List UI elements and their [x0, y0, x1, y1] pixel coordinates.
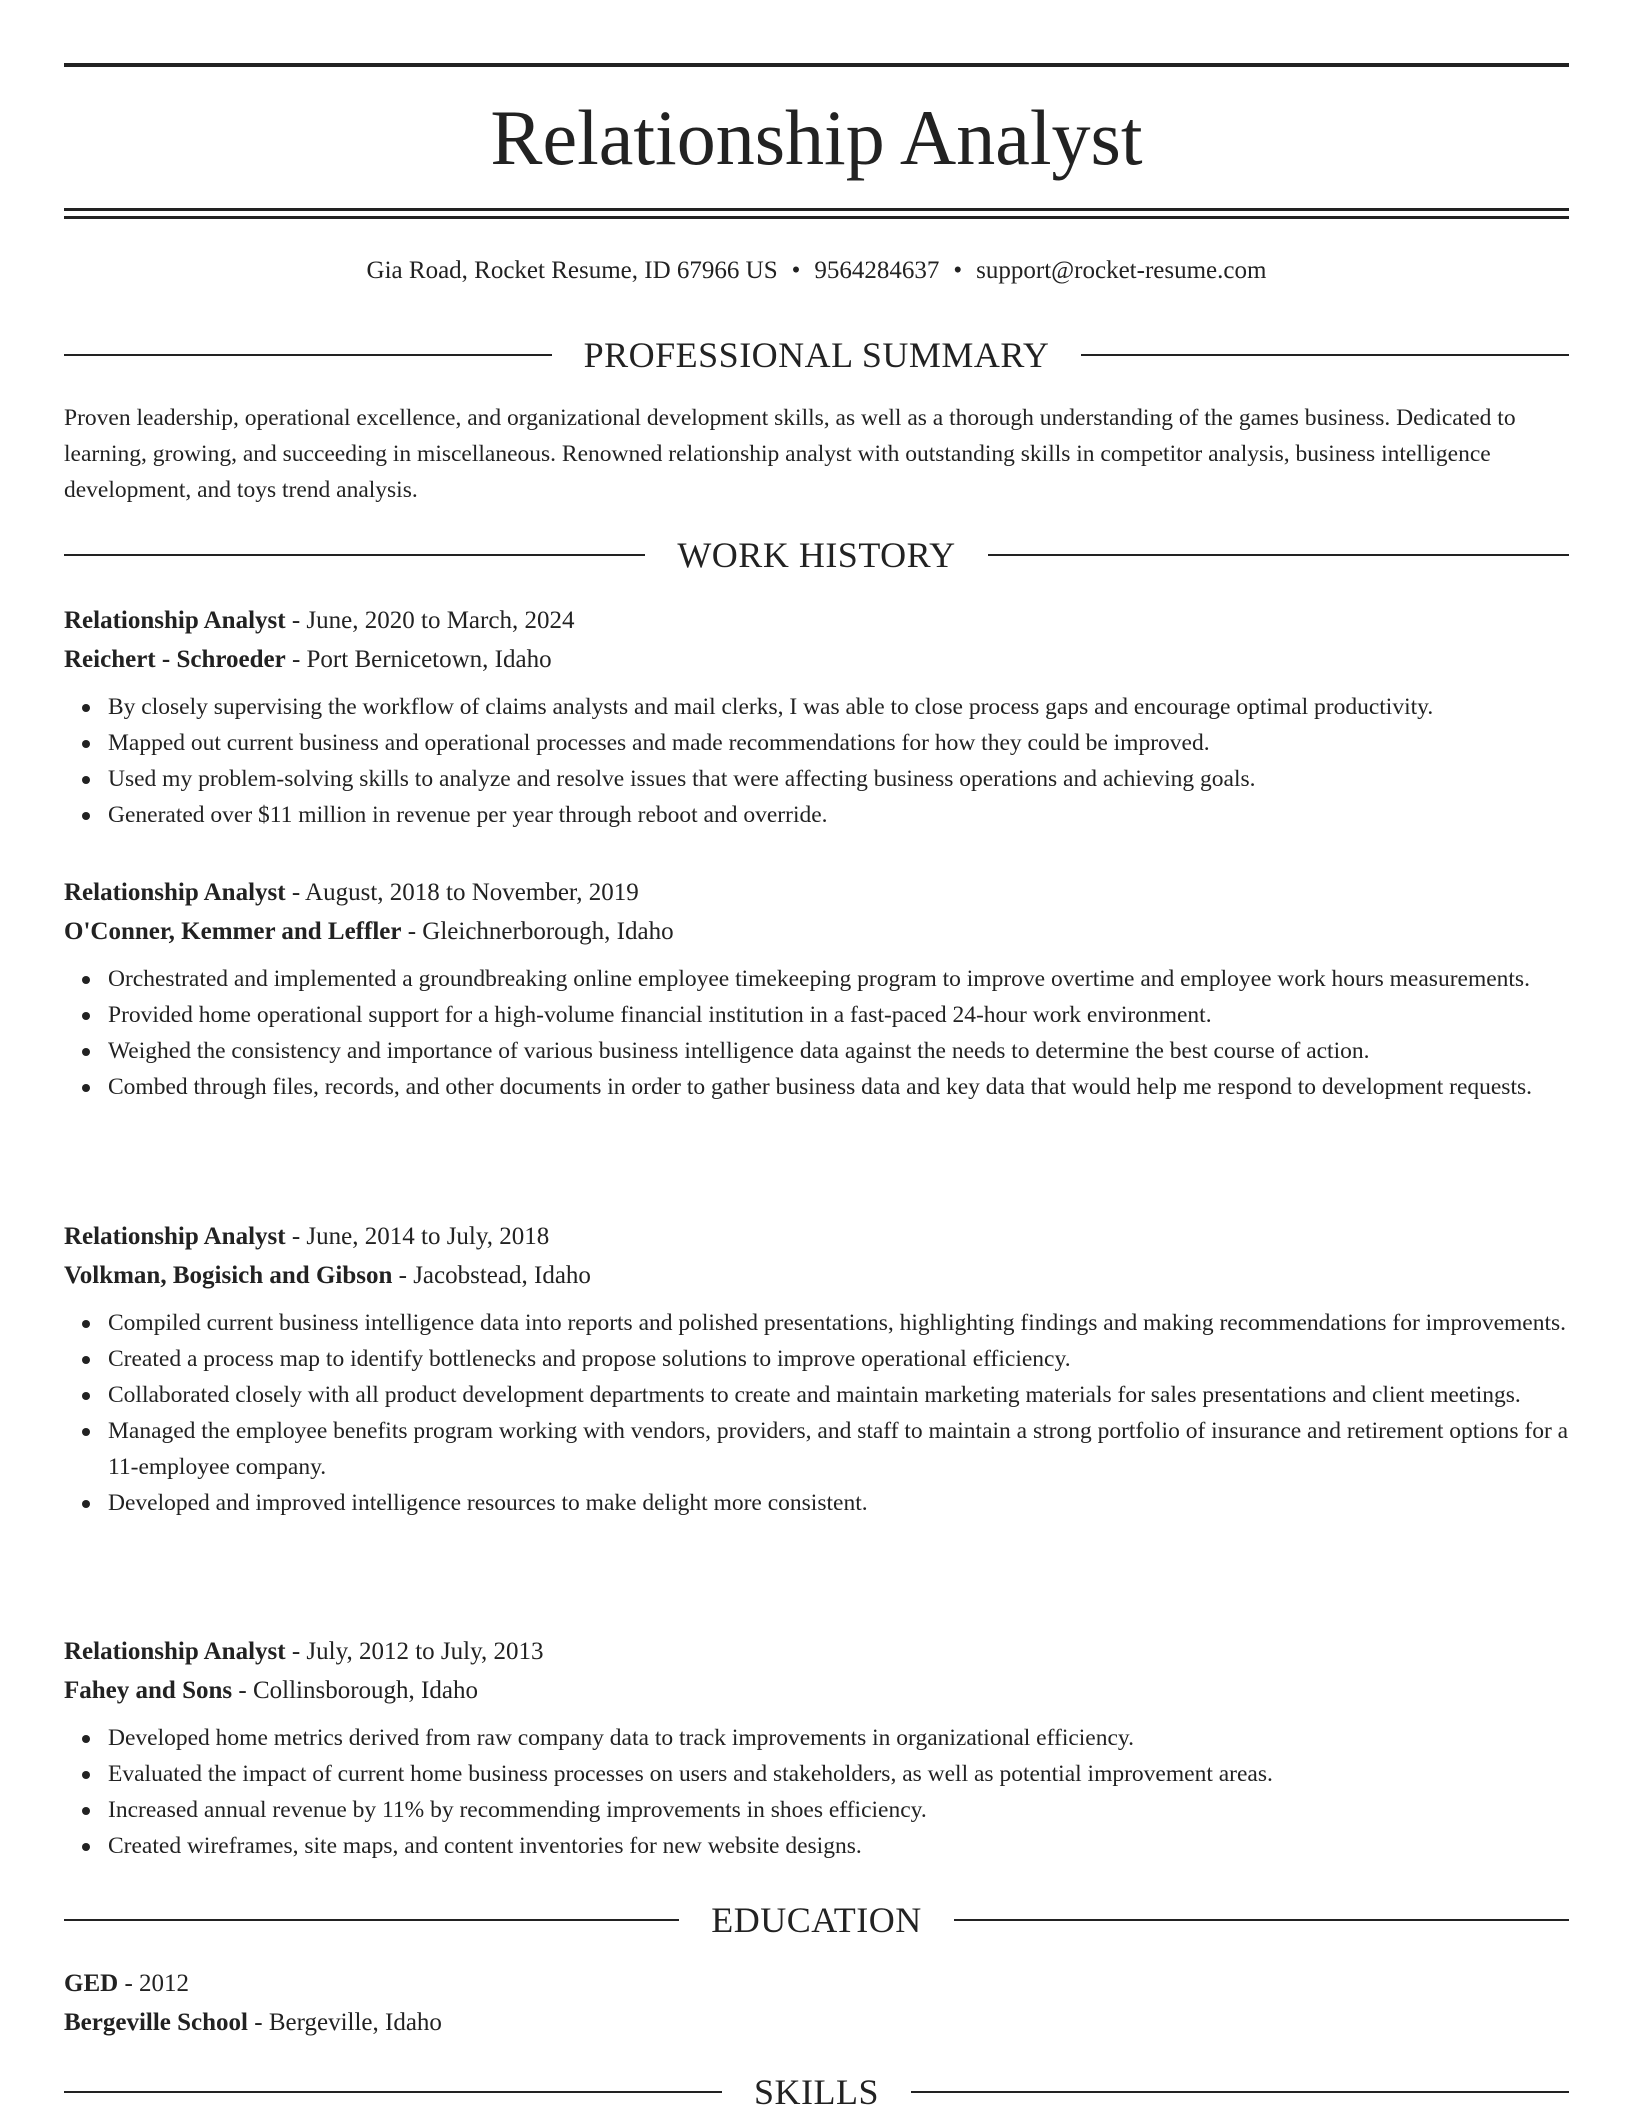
job-bullet: Generated over $11 million in revenue per year through reboot and override.	[108, 797, 1569, 833]
dash: -	[248, 2009, 269, 2036]
job-bullets	[64, 961, 1569, 1105]
job-company: O'Conner, Kemmer and Leffler	[64, 918, 402, 945]
job-title: Relationship Analyst	[64, 879, 286, 906]
contact-line	[64, 254, 1569, 288]
top-rule	[64, 63, 1569, 67]
job-bullet: Created a process map to identify bottlenecks and propose solutions to improve operational efficiency.	[108, 1341, 1569, 1377]
job-title: Relationship Analyst	[64, 1638, 286, 1665]
summary-text: Proven leadership, operational excellence, and organizational development skills, as well as a thorough understanding of the games business. Dedicated to learning, growing, and succeeding in miscellaneous. Renowned relationship analyst with outstanding skills in competitor analysis, business intelligence development, and toys trend analysis.	[64, 405, 1516, 503]
heading-rule	[64, 1919, 679, 1921]
job-title-line	[64, 873, 1569, 912]
job-dates: June, 2020 to March, 2024	[306, 607, 575, 634]
job-bullet: By closely supervising the workflow of claims analysts and mail clerks, I was able to close process gaps and encourage optimal productivity.	[108, 689, 1569, 725]
heading-rule	[988, 554, 1569, 556]
job-bullet: Developed home metrics derived from raw company data to track improvements in organizational efficiency.	[108, 1720, 1569, 1756]
contact-phone: 9564284637	[814, 257, 940, 284]
heading-rule	[954, 1919, 1569, 1921]
dash: -	[232, 1677, 253, 1704]
job-entry	[64, 873, 1569, 1105]
education-degree: GED	[64, 1970, 119, 1997]
contact-separator: •	[791, 257, 801, 284]
job-bullet: Mapped out current business and operational processes and made recommendations for how they could be improved.	[108, 725, 1569, 761]
resume-title: Relationship Analyst	[490, 94, 1143, 181]
section-title: EDUCATION	[711, 1900, 922, 1940]
section-title: SKILLS	[754, 2072, 880, 2112]
job-bullets	[64, 689, 1569, 833]
job-company-line	[64, 1671, 1569, 1710]
heading-rule	[911, 2091, 1569, 2093]
contact-address: Gia Road, Rocket Resume, ID 67966 US	[366, 257, 778, 284]
job-company-line	[64, 640, 1569, 679]
education-school-line	[64, 2003, 1569, 2042]
job-entry	[64, 601, 1569, 833]
heading-rule	[64, 554, 645, 556]
education-entry	[64, 1964, 1569, 2042]
job-bullet: Collaborated closely with all product development departments to create and maintain marketing materials for sales presentations and client meetings.	[108, 1377, 1569, 1413]
section-title: PROFESSIONAL SUMMARY	[583, 335, 1050, 375]
job-title-line	[64, 1632, 1569, 1671]
dash: -	[285, 879, 306, 906]
job-bullet: Evaluated the impact of current home business processes on users and stakeholders, as well as potential improvement areas.	[108, 1756, 1569, 1792]
heading-rule	[64, 354, 552, 356]
job-title-line	[64, 1217, 1569, 1256]
job-location: Jacobstead, Idaho	[413, 1262, 591, 1289]
job-title-line	[64, 601, 1569, 640]
education-degree-line	[64, 1964, 1569, 2003]
job-dates: July, 2012 to July, 2013	[306, 1638, 544, 1665]
education-school: Bergeville School	[64, 2009, 248, 2036]
education-location: Bergeville, Idaho	[268, 2009, 442, 2036]
dash: -	[285, 607, 307, 634]
dash: -	[285, 1638, 307, 1665]
dash: -	[118, 1970, 140, 1997]
job-entry	[64, 1632, 1569, 1864]
section-heading-education	[64, 1898, 1569, 1942]
job-location: Gleichnerborough, Idaho	[422, 918, 674, 945]
job-bullet: Increased annual revenue by 11% by recommending improvements in shoes efficiency.	[108, 1792, 1569, 1828]
job-bullet: Used my problem-solving skills to analyze and resolve issues that were affecting business operations and achieving goals.	[108, 761, 1569, 797]
job-bullets	[64, 1305, 1569, 1521]
title-rule-lower	[64, 216, 1569, 219]
section-title: WORK HISTORY	[677, 535, 956, 575]
contact-separator: •	[953, 257, 963, 284]
job-bullet: Created wireframes, site maps, and content inventories for new website designs.	[108, 1828, 1569, 1864]
section-heading-skills	[64, 2070, 1569, 2114]
job-title: Relationship Analyst	[64, 1223, 286, 1250]
job-title: Relationship Analyst	[64, 607, 286, 634]
dash: -	[392, 1262, 414, 1289]
job-bullets	[64, 1720, 1569, 1864]
job-entry	[64, 1217, 1569, 1521]
job-bullet: Managed the employee benefits program working with vendors, providers, and staff to maintain a strong portfolio of insurance and retirement options for a 11-employee company.	[108, 1413, 1569, 1485]
job-company: Reichert - Schroeder	[64, 646, 286, 673]
job-location: Collinsborough, Idaho	[252, 1677, 478, 1704]
dash: -	[285, 646, 307, 673]
job-bullet: Combed through files, records, and other documents in order to gather business data and key data that would help me respond to development requests.	[108, 1069, 1569, 1105]
job-bullet: Provided home operational support for a high-volume financial institution in a fast-paced 24-hour work environment.	[108, 997, 1569, 1033]
section-heading-summary	[64, 333, 1569, 377]
heading-rule	[1081, 354, 1569, 356]
job-company: Fahey and Sons	[64, 1677, 233, 1704]
education-year: 2012	[139, 1970, 190, 1997]
job-bullet: Compiled current business intelligence data into reports and polished presentations, highlighting findings and making recommendations for improvements.	[108, 1305, 1569, 1341]
section-heading-work	[64, 533, 1569, 577]
job-company-line	[64, 912, 1569, 951]
heading-rule	[64, 2091, 722, 2093]
job-bullet: Orchestrated and implemented a groundbreaking online employee timekeeping program to improve overtime and employee work hours measurements.	[108, 961, 1569, 997]
title-rule-upper	[64, 208, 1569, 211]
contact-email: support@rocket-resume.com	[976, 257, 1267, 284]
dash: -	[285, 1223, 307, 1250]
job-bullet: Developed and improved intelligence resources to make delight more consistent.	[108, 1485, 1569, 1521]
job-dates: August, 2018 to November, 2019	[305, 879, 639, 906]
job-company-line	[64, 1256, 1569, 1295]
job-location: Port Bernicetown, Idaho	[306, 646, 552, 673]
job-dates: June, 2014 to July, 2018	[306, 1223, 550, 1250]
dash: -	[401, 918, 423, 945]
job-company: Volkman, Bogisich and Gibson	[64, 1262, 393, 1289]
job-bullet: Weighed the consistency and importance of various business intelligence data against the needs to determine the best course of action.	[108, 1033, 1569, 1069]
